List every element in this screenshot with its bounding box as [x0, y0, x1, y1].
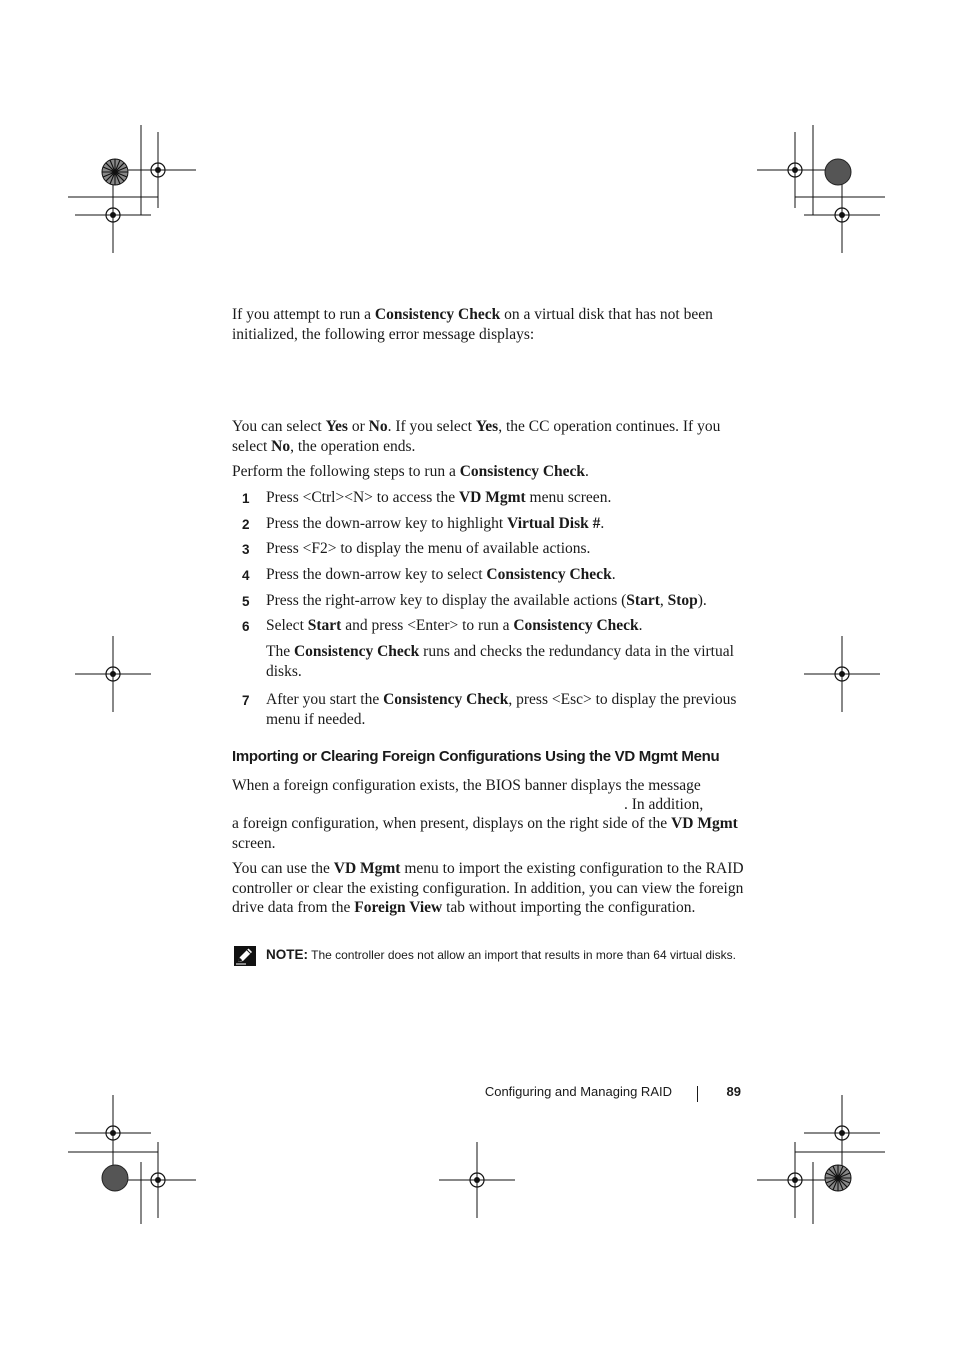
page-number: 89	[726, 1084, 741, 1099]
vd-mgmt-paragraph: You can use the VD Mgmt menu to import the existing configuration to the RAID controller or clear the existing configuration. In addition, you can view the foreign drive data from the Foreign View tab without importing the configuration.	[232, 860, 744, 916]
step-text: Press the down-arrow key to highlight Virtual Disk #.	[266, 515, 605, 532]
page-footer	[420, 1084, 741, 1104]
step-text: Select Start and press <Enter> to run a Consistency Check.	[266, 617, 643, 634]
step-number: 7	[242, 693, 250, 708]
foreign-config-paragraph-line1: When a foreign configuration exists, the BIOS banner displays the message	[232, 777, 701, 794]
note-label: NOTE:	[266, 947, 308, 962]
step-number: 1	[242, 491, 250, 506]
chapter-title: Configuring and Managing RAID	[484, 1084, 672, 1099]
section-heading: Importing or Clearing Foreign Configurations Using the VD Mgmt Menu	[232, 748, 720, 765]
step-number: 2	[242, 517, 250, 532]
foreign-config-paragraph-line3: a foreign configuration, when present, displays on the right side of the VD Mgmt screen.	[232, 815, 738, 852]
note-text: The controller does not allow an import that results in more than 64 virtual disks.	[308, 948, 736, 962]
step-text: After you start the Consistency Check, press <Esc> to display the previous menu if needed.	[266, 691, 737, 728]
note-block	[266, 946, 736, 964]
yes-no-paragraph: You can select Yes or No. If you select Yes, the CC operation continues. If you select No, the operation ends.	[232, 418, 721, 455]
footer-divider	[697, 1086, 698, 1102]
step-text: Press <F2> to display the menu of available actions.	[266, 540, 591, 557]
step-number: 3	[242, 542, 250, 557]
foreign-config-paragraph-line2: . In addition,	[624, 796, 704, 813]
step-number: 5	[242, 594, 250, 609]
step-text: Press <Ctrl><N> to access the VD Mgmt menu screen.	[266, 489, 612, 506]
step-number: 4	[242, 568, 250, 583]
step-6-result: The Consistency Check runs and checks the redundancy data in the virtual disks.	[266, 643, 734, 680]
note-pencil-icon	[234, 946, 256, 966]
intro-paragraph: If you attempt to run a Consistency Check on a virtual disk that has not been initialized, the following error message displays:	[232, 306, 713, 343]
steps-intro-paragraph: Perform the following steps to run a Consistency Check.	[232, 463, 589, 480]
step-text: Press the down-arrow key to select Consistency Check.	[266, 566, 616, 583]
step-text: Press the right-arrow key to display the available actions (Start, Stop).	[266, 592, 707, 609]
step-number: 6	[242, 619, 250, 634]
